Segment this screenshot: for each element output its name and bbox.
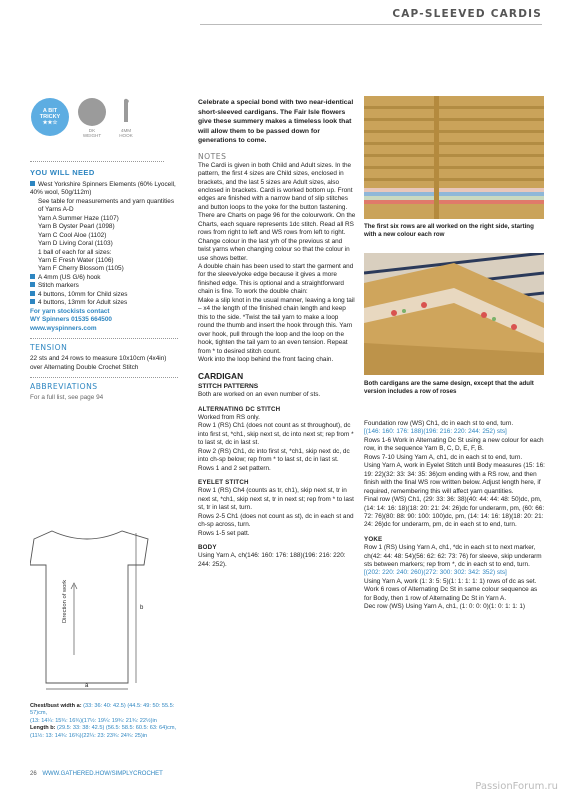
width-label-a: a <box>85 683 89 689</box>
eyelet-heading: EYELET STITCH <box>198 479 249 487</box>
weight-line2: WEIGHT <box>82 133 102 139</box>
measurement-row: Length b: (29.5: 33: 38: 42.5) (56.5: 58.5: 60.5: 63: 64)cm, <box>30 725 177 732</box>
watermark: PassionForum.ru <box>475 781 558 792</box>
notes-paragraph: Work into the loop behind the front facing chain. <box>198 356 334 364</box>
stockists-line: For yarn stockists contact <box>30 307 110 315</box>
direction-of-work-label: Direction of work <box>62 579 68 623</box>
difficulty-line2: TRICKY <box>39 114 61 121</box>
bullet-icon <box>30 274 35 279</box>
intro-text: Celebrate a special bond with two near-identical short-sleeved cardigans. The Fair Isle flowers give these summery makes a timeless look that will allow them to be passed down for generations to come. <box>198 99 354 145</box>
bullet-icon <box>30 282 35 287</box>
bullet-icon <box>30 291 35 296</box>
page-number: 26 <box>30 771 37 777</box>
difficulty-line1: A BIT <box>42 108 58 114</box>
eyelet-line: Rows 1-5 set patt. <box>198 529 250 537</box>
notes-paragraph: Make a slip knot in the usual manner, leaving a long tail – x4 the length of the finished chain length and keep this to the side. *Twist the tail yarn to make a loop round the thumb and insert the hook through this. Yarn over hook, pull through the loop and the loop on the hook, tighten the tail yarn to an even tension. Repeat from * to desired stitch count. <box>198 296 355 355</box>
stitch-patterns-heading: STITCH PATTERNS <box>198 382 259 390</box>
instructions-column <box>364 420 546 612</box>
notes-paragraph: There are Charts on page 96 for the colourwork. On the Charts, each square represents 1dc stitch. Read all RS rows from right to left and WS rows from left to right. Change colour in the last yrh of the previous st and twist yarns when changing colour so that the colour in use shows better. <box>198 212 356 262</box>
photo-caption: The first six rows are all worked on the right side, starting with a new colour each row <box>364 223 534 239</box>
alt-dc-line: Worked from RS only. <box>198 413 260 421</box>
yoke-paragraph: Dec row (WS) Using Yarn A, ch1, (1: 0: 0: 0)(1: 0: 1: 1: 1) <box>364 603 526 611</box>
body-text: Using Yarn A, ch(146: 160: 176: 188)(196: 216: 220: 244: 252). <box>198 552 346 568</box>
pattern-column <box>198 98 356 569</box>
measurement-row: Chest/bust width a: (33: 36: 40: 42.5) (44.5: 49: 50: 55.5: 57)cm, <box>30 703 175 717</box>
alt-dc-line: Row 2 (RS) Ch1, dc into first st, *ch1, skip next dc, dc into ch-sp below; rep from * to last st, dc in last st. <box>198 447 350 464</box>
yoke-paragraph: Row 1 (RS) Using Yarn A, ch1, *dc in each st to next marker, ch(42: 44: 48: 54)(56: 62: 62: 73: 76) for sleeve, skip underarm sts between markers; rep from *, dc in each st to end, turn. <box>364 544 542 568</box>
difficulty-badge <box>30 98 70 138</box>
header-rule <box>200 24 542 25</box>
hook-line1: 4MM <box>120 128 132 133</box>
difficulty-badges <box>30 98 140 148</box>
list-item: Yarn E Fresh Water (1106) <box>38 256 114 264</box>
notes-paragraph: The Cardi is given in both Child and Adult sizes. In the pattern, the first 4 sizes are Child sizes, enclosed in brackets, and the last 5 sizes are Adult sizes, also enclosed in brackets. Cardi is worked bottom up. Front edges are finished with a narrow band of slip stitches and button loops to the yoke for the button fastening. <box>198 161 353 211</box>
abbreviations-heading: ABBREVIATIONS <box>30 381 98 391</box>
instruction-paragraph: Rows 7-10 Using Yarn A, ch1, dc in each st to end, turn. <box>364 453 523 461</box>
yoke-paragraph: Work 6 rows of Alternating Dc St in same colour sequence as for Body, then 1 row of Alternating Dc St in Yarn A. <box>364 586 538 602</box>
cardigan-heading: CARDIGAN <box>198 371 244 382</box>
abbreviations-text: For a full list, see page 94 <box>30 393 104 401</box>
list-item: West Yorkshire Spinners Elements (60% Lyocell, 40% wool, 50g/112m) <box>30 180 176 197</box>
page-footer <box>30 771 163 779</box>
cardigan-closeup-photo <box>364 96 544 219</box>
instruction-paragraph: Rows 1-6 Work in Alternating Dc St using a new colour for each row, in the sequence Yarn B, C, D, E, F, B. <box>364 436 544 453</box>
tension-heading: TENSION <box>30 343 68 353</box>
list-item: 1 ball of each for all sizes: <box>38 248 112 256</box>
section-divider <box>30 338 178 339</box>
list-item: Yarn F Cherry Blossom (1105) <box>38 265 124 273</box>
bullet-icon <box>30 299 35 304</box>
weight-line1: DK <box>88 128 96 133</box>
list-item: Stitch markers <box>30 282 178 290</box>
yarn-weight-badge <box>76 98 108 139</box>
section-divider <box>30 161 164 162</box>
instruction-paragraph: [(146: 160: 176: 188)(196: 216: 220: 244: 252) sts] <box>364 428 507 436</box>
garment-schematic <box>30 525 160 695</box>
list-item: Yarn A Summer Haze (1107) <box>38 214 119 222</box>
yoke-heading: YOKE <box>364 535 383 543</box>
footer-website[interactable]: WWW.GATHERED.HOW/SIMPLYCROCHET <box>42 771 163 777</box>
list-item: See table for measurements and yarn quantities of Yarns A-D <box>38 197 175 214</box>
section-divider <box>30 377 178 378</box>
notes-heading: NOTES <box>198 151 227 161</box>
photo-caption: Both cardigans are the same design, except that the adult version includes a row of roses <box>364 380 534 396</box>
length-label-b: b <box>140 605 144 611</box>
list-item: Yarn B Oyster Pearl (1098) <box>38 223 115 231</box>
eyelet-line: Row 1 (RS) Ch4 (counts as tr, ch1), skip next st, tr in next st, *ch1, skip next st, tr in next st; rep from * to last st, tr in last st, turn. <box>198 487 354 512</box>
list-item: 4 buttons, 10mm for Child sizes <box>30 291 178 299</box>
difficulty-stars: ★★☆ <box>42 120 58 127</box>
list-item: Yarn C Cool Aloe (1102) <box>38 231 107 239</box>
stockists-website[interactable]: www.wyspinners.com <box>30 324 97 332</box>
yarn-ball-icon <box>78 98 106 126</box>
measurements <box>30 703 190 740</box>
notes-paragraph: A double chain has been used to start the garment and for the sleeve/yoke edge because it gives a more finished edge. This is optional and a straightforward chain is fine. To work the double chain: <box>198 263 354 296</box>
hook-size-badge <box>110 98 142 139</box>
list-item: 4 buttons, 13mm for Adult sizes <box>30 299 178 307</box>
yoke-paragraph: [(202: 220: 240: 260)(272: 300: 302: 342: 352) sts] <box>364 569 507 577</box>
crochet-hook-icon <box>112 98 140 126</box>
body-heading: BODY <box>198 543 217 551</box>
stockists-phone: WY Spinners 01535 664500 <box>30 316 112 324</box>
bullet-icon <box>30 181 35 186</box>
materials-list <box>30 181 178 333</box>
alt-dc-line: Rows 1 and 2 set pattern. <box>198 464 271 472</box>
tension-text: 22 sts and 24 rows to measure 10x10cm (4x4in) over Alternating Double Crochet Stitch <box>30 355 167 371</box>
you-will-need-heading: YOU WILL NEED <box>30 168 95 177</box>
instruction-paragraph: Using Yarn A, work in Eyelet Stitch until Body measures (15: 16: 19: 22)(32: 33: 34: 35: 36)cm ending with a RS row, and then finish with the final WS row written below. Adjust length here, if required, remembering this will affect yarn quantities. <box>364 462 545 495</box>
list-item: Yarn D Living Coral (1103) <box>38 240 113 248</box>
instruction-paragraph: Final row (WS) Ch1, (29: 33: 36: 38)(40: 44: 44: 48: 50)dc, pm, (14: 14: 16: 18)(18: 20: 21: 24: 26)dc for underarm, pm, (60: 66: 72: 76)(80: 88: 90: 100: 100)dc, pm, (14: 14: 16: 18)(18: 20: 21: 24: 26)dc for underarm, pm, dc in each st to end, turn. <box>364 496 545 529</box>
page-header-title: CAP-SLEEVED CARDIS <box>392 8 542 20</box>
stitch-patterns-text: Both are worked on an even number of sts. <box>198 391 321 399</box>
measurement-row: (13: 14¼: 15¾: 16¾)(17½: 19¼: 19¾: 21¾: 22½)in <box>30 717 157 724</box>
alt-dc-heading: ALTERNATING DC STITCH <box>198 405 281 413</box>
list-item: A 4mm (US G/6) hook <box>30 274 178 282</box>
two-cardigans-photo <box>364 253 544 375</box>
instruction-paragraph: Foundation row (WS) Ch1, dc in each st to end, turn. <box>364 420 514 427</box>
hook-line2: HOOK <box>119 133 133 139</box>
materials-column <box>30 168 178 402</box>
measurement-row: (11½: 13: 14¾: 16¾)(22¼: 23: 23¾: 24¾: 25)in <box>30 732 148 739</box>
yoke-paragraph: Using Yarn A, work (1: 3: 5: 5)(1: 1: 1: 1: 1) rows of dc as set. <box>364 577 537 585</box>
eyelet-line: Rows 2-5 Ch1 (does not count as st), dc in each st and ch-sp across, turn. <box>198 512 354 529</box>
alt-dc-line: Row 1 (RS) Ch1 (does not count as st throughout), dc into first st, *ch1, skip next st, dc into next st; rep from * to last st, dc in last st. <box>198 422 354 447</box>
